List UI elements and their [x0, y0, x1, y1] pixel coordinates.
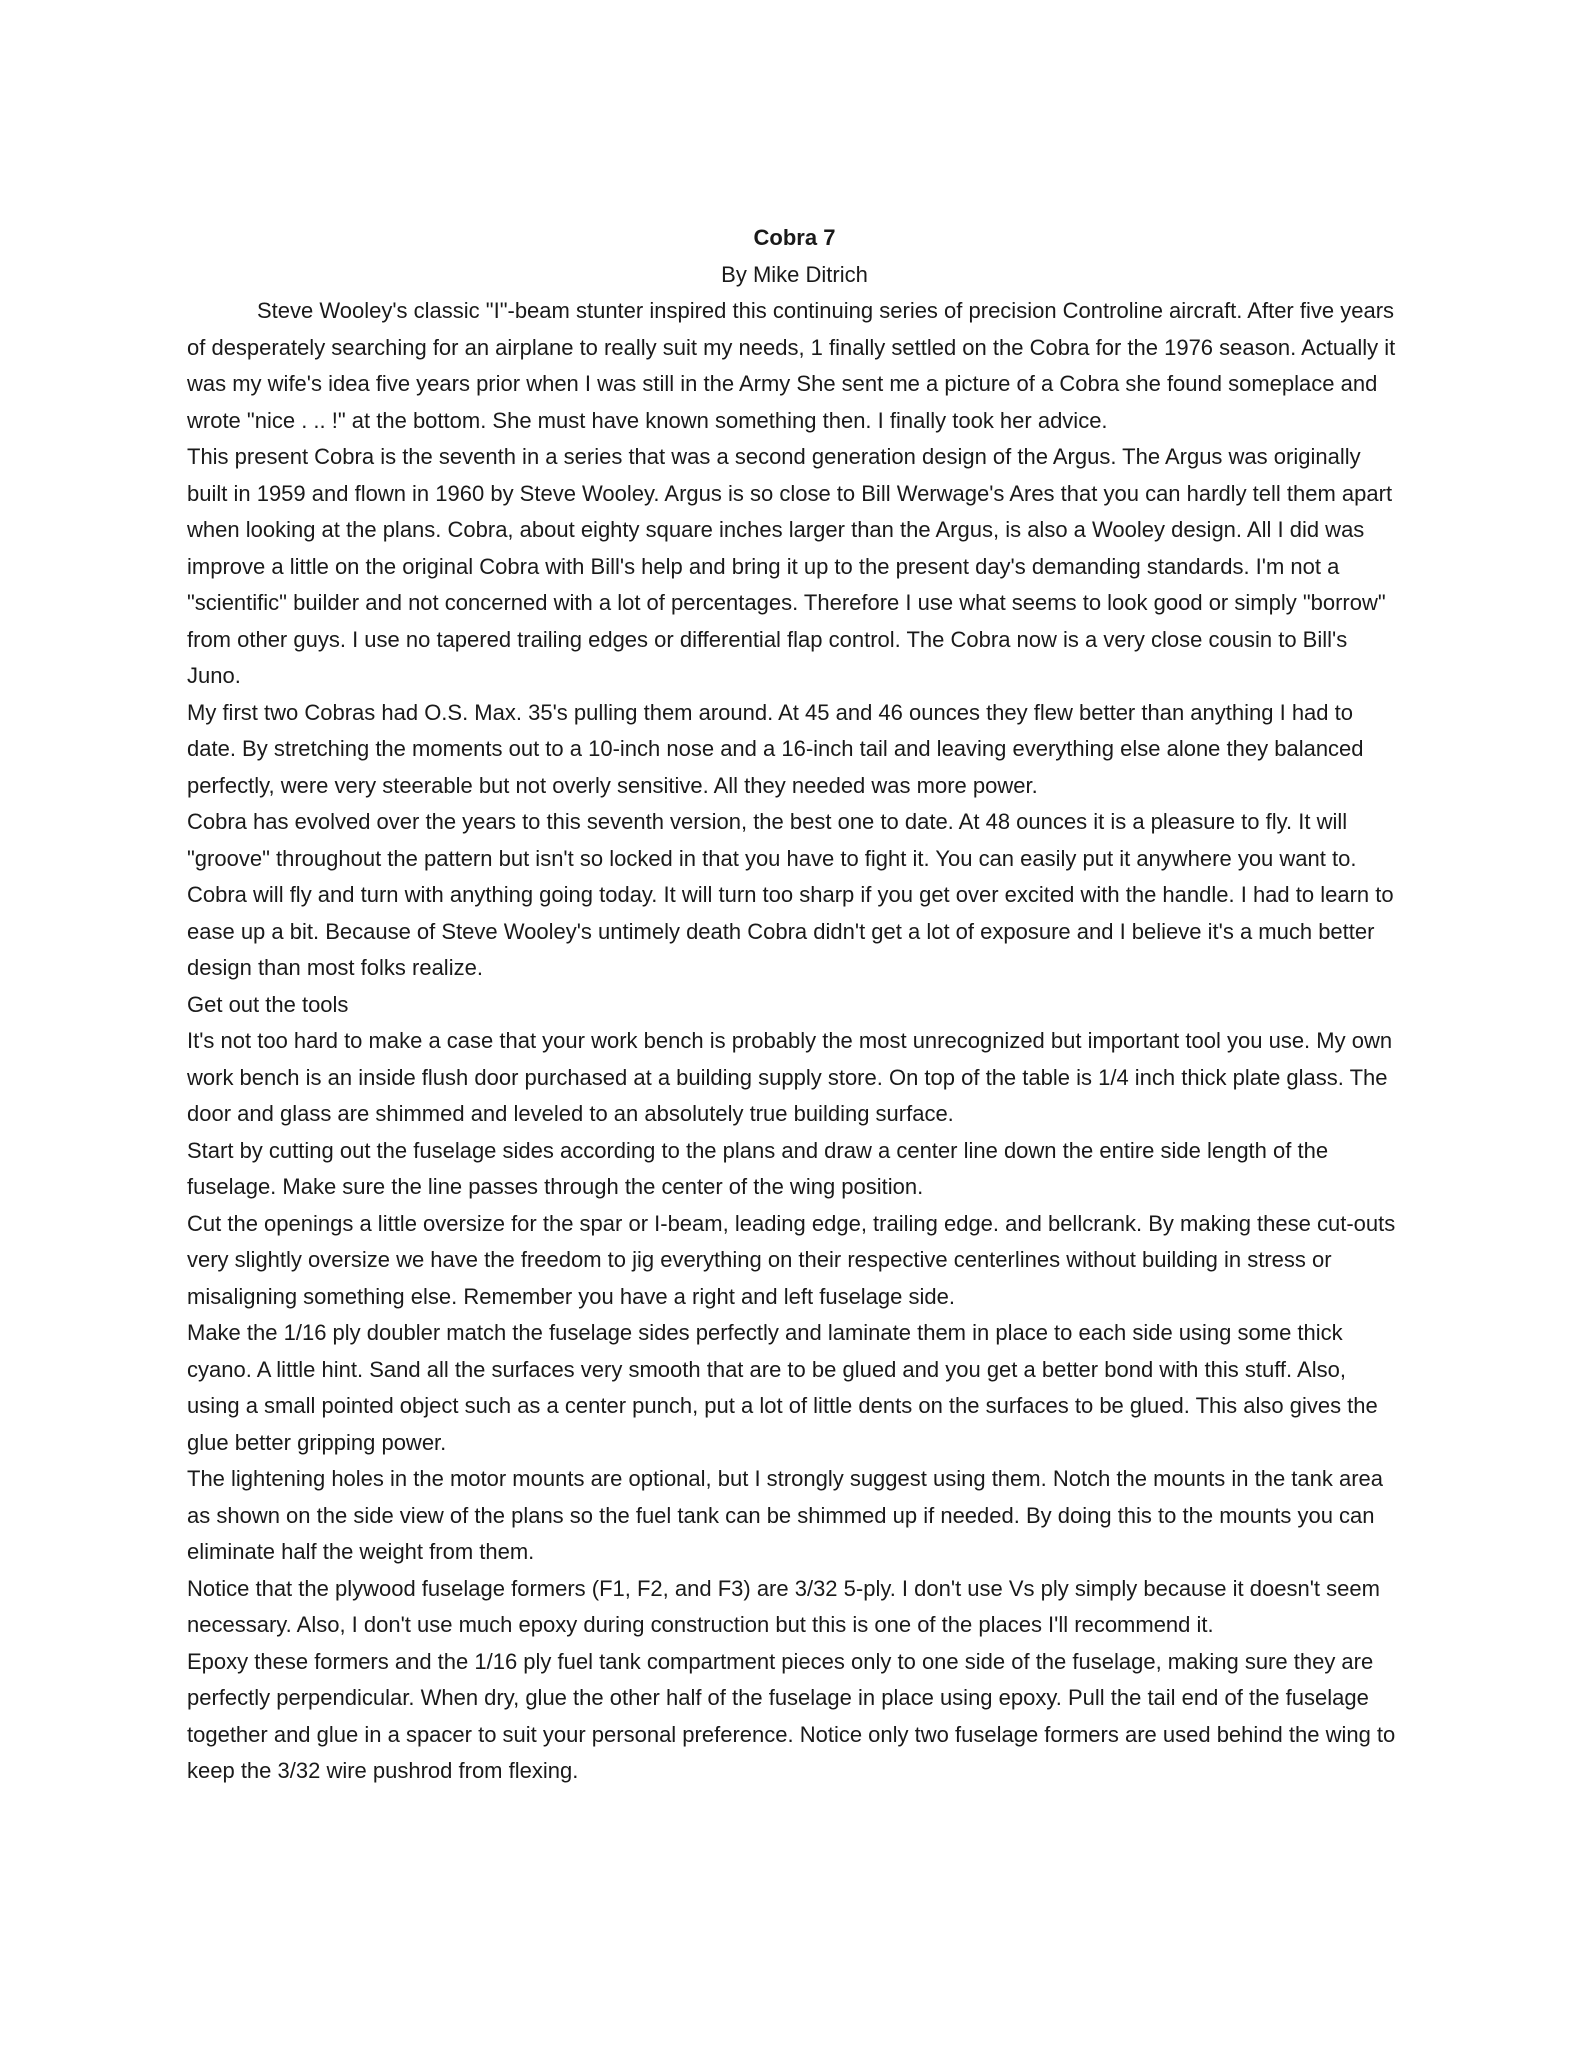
section-heading-tools: Get out the tools [187, 991, 349, 1017]
article-body [187, 220, 1402, 1790]
article-byline: By Mike Ditrich [721, 261, 868, 287]
paragraph-openings: Cut the openings a little oversize for the spar or I-beam, leading edge, trailing edge. and bellcrank. By making these cut-outs very slightly oversize we have the freedom to jig everything on their respective centerlines without building in stress or misaligning something else. Remember you have a right and left fuselage side. [187, 1210, 1396, 1309]
paragraph-epoxy: Epoxy these formers and the 1/16 ply fuel tank compartment pieces only to one side of the fuselage, making sure they are perfectly perpendicular. When dry, glue the other half of the fuselage in place using epoxy. Pull the tail end of the fuselage together and glue in a spacer to suit your personal preference. Notice only two fuselage formers are used behind the wing to keep the 3/32 wire pushrod from flexing. [187, 1648, 1396, 1783]
paragraph-fuselage-sides: Start by cutting out the fuselage sides according to the plans and draw a center line down the entire side length of the fuselage. Make sure the line passes through the center of the wing position. [187, 1137, 1329, 1199]
paragraph-formers: Notice that the plywood fuselage formers (F1, F2, and F3) are 3/32 5-ply. I don't use Vs ply simply because it doesn't seem necessary. Also, I don't use much epoxy during construction but this is one of the places I'll recommend it. [187, 1575, 1380, 1637]
paragraph-motor-mounts: The lightening holes in the motor mounts are optional, but I strongly suggest using them. Notch the mounts in the tank area as shown on the side view of the plans so the fuel tank can be shimmed up if needed. By doing this to the mounts you can eliminate half the weight from them. [187, 1466, 1384, 1564]
paragraph-evolution: Cobra has evolved over the years to this seventh version, the best one to date. At 48 ounces it is a pleasure to fly. It will "groove" throughout the pattern but isn't so locked in that you have to fight it. You can easily put it anywhere you want to. Cobra will fly and turn with anything going today. It will turn too sharp if you get over excited with the handle. I had to learn to ease up a bit. Because of Steve Wooley's untimely death Cobra didn't get a lot of exposure and I believe it's a much better design than most folks realize. [187, 809, 1394, 980]
article-title: Cobra 7 [753, 225, 836, 250]
paragraph-history: This present Cobra is the seventh in a series that was a second generation design of the Argus. The Argus was originally built in 1959 and flown in 1960 by Steve Wooley. Argus is so close to Bill Werwage's Ares that you can hardly tell them apart when looking at the plans. Cobra, about eighty square inches larger than the Argus, is also a Wooley design. All I did was improve a little on the original Cobra with Bill's help and bring it up to the present day's demanding standards. I'm not a "scientific" builder and not concerned with a lot of percentages. Therefore I use what seems to look good or simply "borrow" from other guys. I use no tapered trailing edges or differential flap control. The Cobra now is a very close cousin to Bill's Juno. [187, 444, 1393, 688]
paragraph-intro: Steve Wooley's classic "I"-beam stunter inspired this continuing series of precision Controline aircraft. After five years of desperately searching for an airplane to really suit my needs, 1 finally settled on the Cobra for the 1976 season. Actually it was my wife's idea five years prior when I was still in the Army She sent me a picture of a Cobra she found someplace and wrote "nice . .. !" at the bottom. She must have known something then. I finally took her advice. [187, 298, 1396, 433]
paragraph-work-bench: It's not too hard to make a case that your work bench is probably the most unrecognized but important tool you use. My own work bench is an inside flush door purchased at a building supply store. On top of the table is 1/4 inch thick plate glass. The door and glass are shimmed and leveled to an absolutely true building surface. [187, 1028, 1393, 1126]
paragraph-doubler: Make the 1/16 ply doubler match the fuselage sides perfectly and laminate them in place to each side using some thick cyano. A little hint. Sand all the surfaces very smooth that are to be glued and you get a better bond with this stuff. Also, using a small pointed object such as a center punch, put a lot of little dents on the surfaces to be glued. This also gives the glue better gripping power. [187, 1320, 1378, 1455]
paragraph-first-cobras: My first two Cobras had O.S. Max. 35's pulling them around. At 45 and 46 ounces they flew better than anything I had to date. By stretching the moments out to a 10-inch nose and a 16-inch tail and leaving everything else alone they balanced perfectly, were very steerable but not overly sensitive. All they needed was more power. [187, 699, 1364, 798]
